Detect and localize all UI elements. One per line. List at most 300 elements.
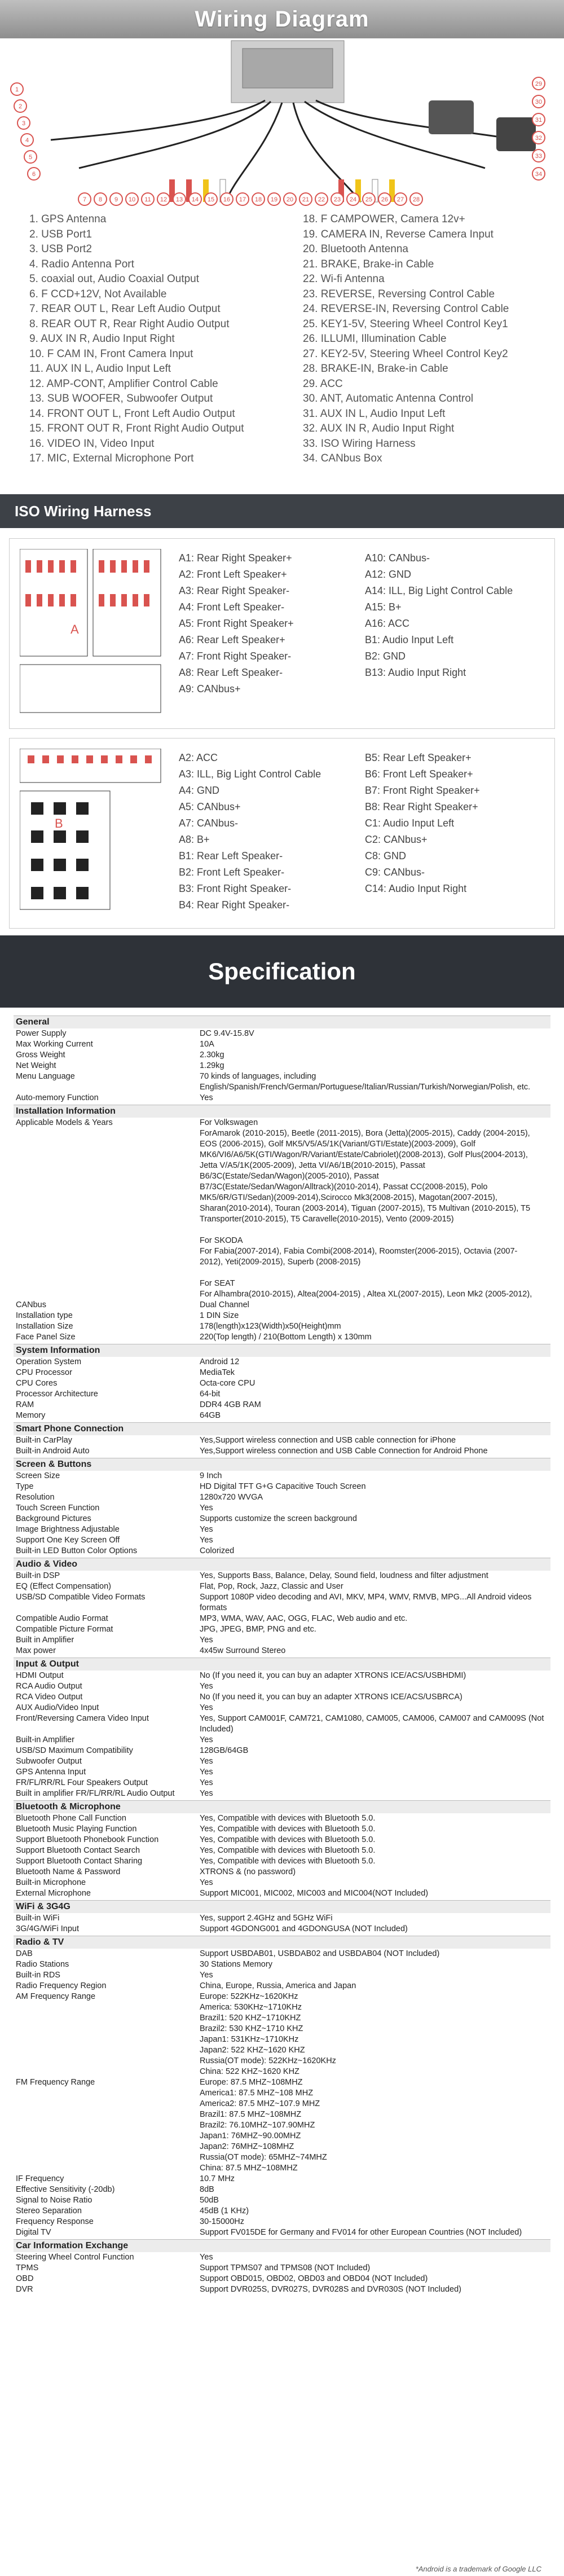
spec-key: Steering Wheel Control Function — [16, 2253, 134, 2262]
spec-value: Support 1080P video decoding and AVI, MKV, MP4, WMV, RMVB, MPG...All Android videos formats — [200, 1593, 532, 1612]
spec-value: 30-15000Hz — [200, 2217, 244, 2226]
spec-row — [14, 1878, 550, 1888]
spec-value: Yes — [200, 1778, 213, 1787]
spec-row — [14, 1778, 550, 1788]
spec-value: Yes — [200, 2253, 213, 2262]
iso-pin-label: A5: Front Right Speaker+ — [179, 618, 294, 629]
spec-value: 1 DIN Size — [200, 1311, 239, 1320]
spec-row — [14, 1913, 550, 1924]
spec-value: No (If you need it, you can buy an adapter XTRONS ICE/ACS/USBHDMI) — [200, 1671, 466, 1680]
iso-pin-label: A1: Rear Right Speaker+ — [179, 552, 292, 564]
spec-row — [14, 2284, 550, 2295]
spec-key: Operation System — [16, 1357, 82, 1366]
spec-row — [14, 1888, 550, 1899]
spec-row — [14, 1524, 550, 1535]
wiring-legend-item: 4. Radio Antenna Port — [29, 258, 134, 270]
spec-value: Europe: 87.5 MHZ~108MHZ America1: 87.5 MHZ~108 MHZ America2: 87.5 MHZ~107.9 MHZ Brazil1: 87.5 MHZ~108MHZ Brazil2: 76.10MHZ~107.90MHZ Japan1: 76MHZ~90.00MHZ Japan2: 76MHZ~108MHZ Russia(OT mode): 65MHZ~74MHZ China: 87.5 MHZ~108MHZ — [200, 2078, 327, 2173]
spec-value: Support 4GDONG001 and 4GDONGUSA (NOT Included) — [200, 1924, 408, 1933]
android-trademark-footnote: *Android is a trademark of Google LLC — [415, 2565, 541, 2573]
spec-row — [14, 1321, 550, 1332]
spec-value: Octa-core CPU — [200, 1379, 255, 1388]
diagram-marker-number: 31 — [535, 117, 543, 124]
spec-key: Installation type — [16, 1311, 73, 1320]
spec-value: Support MIC001, MIC002, MIC003 and MIC004(NOT Included) — [200, 1889, 429, 1898]
iso-pin-label: A8: B+ — [179, 834, 210, 845]
spec-row — [14, 1767, 550, 1778]
diagram-marker-number: 20 — [286, 196, 294, 203]
wiring-legend-item: 17. MIC, External Microphone Port — [29, 452, 194, 464]
spec-row — [14, 1735, 550, 1746]
wiring-legend-item: 20. Bluetooth Antenna — [303, 243, 408, 255]
spec-value: JPG, JPEG, BMP, PNG and etc. — [200, 1625, 316, 1634]
diagram-marker-number: 15 — [207, 196, 215, 203]
spec-value: No (If you need it, you can buy an adapter XTRONS ICE/ACS/USBRCA) — [200, 1693, 462, 1702]
spec-key: Built-in Microphone — [16, 1878, 86, 1887]
spec-key: RCA Video Output — [16, 1693, 83, 1702]
iso-pin-label: A4: GND — [179, 785, 220, 796]
spec-value: Yes — [200, 1735, 213, 1744]
spec-value: DC 9.4V-15.8V — [200, 1029, 254, 1038]
spec-key: Processor Architecture — [16, 1390, 98, 1399]
spec-key: Menu Language — [16, 1072, 75, 1081]
spec-key: Built in Amplifier — [16, 1636, 74, 1645]
diagram-marker-number: 17 — [239, 196, 246, 203]
spec-key: Gross Weight — [16, 1050, 65, 1060]
spec-key: TPMS — [16, 2263, 39, 2272]
wiring-legend-item: 8. REAR OUT R, Rear Right Audio Output — [29, 318, 230, 330]
iso-pin-label: C14: Audio Input Right — [365, 883, 467, 894]
spec-key: Bluetooth Music Playing Function — [16, 1825, 137, 1834]
spec-value: 220(Top length) / 210(Bottom Length) x 130mm — [200, 1333, 372, 1342]
spec-value: Yes, Compatible with devices with Bluetooth 5.0. — [200, 1857, 376, 1866]
iso-pin-label: C1: Audio Input Left — [365, 817, 455, 829]
wiring-diagram-illustration — [0, 38, 564, 208]
spec-row — [14, 1571, 550, 1581]
spec-key: HDMI Output — [16, 1671, 64, 1680]
diagram-marker-number: 24 — [349, 196, 357, 203]
wiring-legend-item: 2. USB Port1 — [29, 228, 92, 240]
spec-row — [14, 1332, 550, 1343]
iso-pin-label: A15: B+ — [365, 601, 402, 613]
connector-1-letter: A — [70, 622, 79, 636]
spec-key: Frequency Response — [16, 2217, 94, 2226]
spec-key: DAB — [16, 1949, 33, 1958]
spec-value: 1280x720 WVGA — [200, 1493, 263, 1502]
spec-value: 10.7 MHz — [200, 2174, 235, 2183]
spec-key: Installation Size — [16, 1322, 73, 1331]
wiring-legend-item: 28. BRAKE-IN, Brake-in Cable — [303, 363, 448, 375]
iso-pin-label: C2: CANbus+ — [365, 834, 428, 845]
spec-row — [14, 1446, 550, 1457]
spec-section-heading: Screen & Buttons — [14, 1458, 550, 1471]
wiring-legend-item: 13. SUB WOOFER, Subwoofer Output — [29, 393, 213, 405]
spec-row — [14, 1028, 550, 1039]
wiring-legend-item: 1. GPS Antenna — [29, 213, 107, 225]
spec-key: Built-in RDS — [16, 1971, 60, 1980]
diagram-marker-number: 23 — [333, 196, 341, 203]
spec-value: 64GB — [200, 1411, 221, 1420]
spec-key: Built in amplifier FR/FL/RR/RL Audio Output — [16, 1789, 175, 1798]
spec-row — [14, 2274, 550, 2284]
spec-key: IF Frequency — [16, 2174, 64, 2183]
diagram-marker-number: 33 — [535, 153, 543, 160]
spec-row — [14, 1071, 550, 1093]
spec-value: Yes — [200, 1636, 213, 1645]
wiring-legend-item: 15. FRONT OUT R, Front Right Audio Output — [29, 423, 244, 434]
spec-key: Screen Size — [16, 1471, 60, 1480]
wiring-legend-item: 27. KEY2-5V, Steering Wheel Control Key2 — [303, 348, 508, 360]
spec-key: Image Brightness Adjustable — [16, 1525, 120, 1534]
spec-value: Yes, Compatible with devices with Bluetooth 5.0. — [200, 1814, 376, 1823]
spec-row — [14, 1389, 550, 1400]
wiring-legend-right — [303, 212, 564, 494]
spec-key: Background Pictures — [16, 1514, 91, 1523]
spec-key: Bluetooth Phone Call Function — [16, 1814, 126, 1823]
spec-key: 3G/4G/WiFi Input — [16, 1924, 80, 1933]
diagram-marker-number: 10 — [128, 196, 136, 203]
spec-row — [14, 1981, 550, 1992]
spec-row — [14, 1535, 550, 1546]
spec-key: Radio Frequency Region — [16, 1981, 107, 1990]
iso-pin-label: C9: CANbus- — [365, 867, 425, 878]
spec-row — [14, 1992, 550, 2077]
spec-key: CANbus — [16, 1300, 46, 1309]
spec-key: Auto-memory Function — [16, 1093, 99, 1102]
spec-row — [14, 1435, 550, 1446]
spec-key: Support Bluetooth Contact Search — [16, 1846, 140, 1855]
spec-value: Yes, support 2.4GHz and 5GHz WiFi — [200, 1914, 333, 1923]
diagram-marker-number: 21 — [302, 196, 310, 203]
wiring-legend-item: 30. ANT, Automatic Antenna Control — [303, 393, 474, 405]
spec-row — [14, 1788, 550, 1799]
spec-row — [14, 1300, 550, 1311]
wiring-diagram-svg — [0, 38, 564, 208]
spec-value: Yes — [200, 1504, 213, 1513]
spec-value: XTRONS & (no password) — [200, 1867, 296, 1876]
specification-table — [0, 1008, 564, 2295]
iso-pin-label — [365, 681, 551, 697]
spec-section-heading: WiFi & 3G4G — [14, 1900, 550, 1913]
specification-header — [0, 935, 564, 1008]
spec-value: 64-bit — [200, 1390, 221, 1399]
iso-wiring-section — [0, 528, 564, 935]
wiring-legend-item: 9. AUX IN R, Audio Input Right — [29, 333, 175, 345]
spec-row — [14, 2174, 550, 2184]
spec-value: HD Digital TFT G+G Capacitive Touch Screen — [200, 1482, 366, 1491]
iso-pin-label: C8: GND — [365, 850, 407, 861]
spec-key: Touch Screen Function — [16, 1504, 100, 1513]
spec-value: Yes — [200, 1525, 213, 1534]
spec-section-heading: Radio & TV — [14, 1936, 550, 1949]
specification-title: Specification — [208, 958, 356, 984]
spec-row — [14, 1592, 550, 1614]
iso-pin-label: B8: Rear Right Speaker+ — [365, 801, 478, 812]
wiring-legend-item: 5. coaxial out, Audio Coaxial Output — [29, 273, 200, 285]
spec-key: OBD — [16, 2274, 34, 2283]
iso-connector-2-block — [9, 738, 555, 929]
spec-row — [14, 1118, 550, 1300]
spec-value: Yes, Supports Bass, Balance, Delay, Sound field, loudness and filter adjustment — [200, 1571, 488, 1580]
diagram-marker-number: 27 — [396, 196, 404, 203]
spec-key: Effective Sensitivity (-20db) — [16, 2185, 115, 2194]
iso-connector-1-drawing — [20, 549, 162, 718]
spec-row — [14, 1856, 550, 1867]
spec-value: 128GB/64GB — [200, 1746, 249, 1755]
spec-value: 8dB — [200, 2185, 214, 2194]
diagram-marker-number: 12 — [160, 196, 168, 203]
spec-value: DDR4 4GB RAM — [200, 1400, 261, 1409]
diagram-marker-number: 28 — [412, 196, 420, 203]
head-unit-rear-panel — [243, 49, 333, 88]
wiring-legend-item: 11. AUX IN L, Audio Input Left — [29, 363, 171, 375]
iso-pin-label: A6: Rear Left Speaker+ — [179, 634, 285, 645]
diagram-marker-number: 26 — [381, 196, 389, 203]
spec-row — [14, 2217, 550, 2227]
iso-pin-label: A14: ILL, Big Light Control Cable — [365, 585, 513, 596]
spec-row — [14, 1713, 550, 1735]
spec-key: DVR — [16, 2285, 33, 2294]
spec-row — [14, 1746, 550, 1756]
diagram-marker-number: 29 — [535, 81, 543, 87]
spec-row — [14, 1503, 550, 1514]
spec-row — [14, 1061, 550, 1071]
spec-key: External Microphone — [16, 1889, 91, 1898]
spec-section-heading: Input & Output — [14, 1658, 550, 1671]
spec-value: Support DVR025S, DVR027S, DVR028S and DVR030S (NOT Included) — [200, 2285, 461, 2294]
iso-pin-label: A2: ACC — [179, 752, 218, 763]
spec-value: Yes — [200, 1757, 213, 1766]
wiring-legend-item: 14. FRONT OUT L, Front Left Audio Output — [29, 407, 235, 420]
connector-2-letter: B — [55, 816, 63, 830]
spec-key: GPS Antenna Input — [16, 1768, 86, 1777]
spec-key: AUX Audio/Video Input — [16, 1703, 99, 1712]
spec-key: CPU Cores — [16, 1379, 58, 1388]
spec-value: Android 12 — [200, 1357, 240, 1366]
diagram-marker-number: 5 — [28, 154, 33, 161]
iso-section-header — [0, 494, 564, 528]
spec-key: CPU Processor — [16, 1368, 72, 1377]
spec-key: FR/FL/RR/RL Four Speakers Output — [16, 1778, 148, 1787]
spec-section-heading: Smart Phone Connection — [14, 1422, 550, 1435]
spec-row — [14, 1824, 550, 1835]
iso-section-title: ISO Wiring Harness — [15, 502, 152, 520]
diagram-marker-number: 1 — [15, 86, 19, 93]
spec-row — [14, 2184, 550, 2195]
spec-key: Built-in CarPlay — [16, 1436, 72, 1445]
iso-pin-label: A4: Front Left Speaker- — [179, 601, 285, 613]
spec-value: Yes — [200, 1682, 213, 1691]
spec-section-heading: Car Information Exchange — [14, 2239, 550, 2252]
iso-pin-label — [365, 897, 551, 913]
spec-value: 10A — [200, 1040, 214, 1049]
wiring-legend-item: 10. F CAM IN, Front Camera Input — [29, 348, 193, 360]
iso-pin-label: B3: Front Right Speaker- — [179, 883, 292, 894]
spec-section-heading: Bluetooth & Microphone — [14, 1800, 550, 1813]
spec-row — [14, 1867, 550, 1878]
spec-key: Bluetooth Name & Password — [16, 1867, 121, 1876]
diagram-marker-number: 34 — [535, 171, 543, 178]
wiring-legend-item: 7. REAR OUT L, Rear Left Audio Output — [29, 303, 221, 315]
spec-key: USB/SD Compatible Video Formats — [16, 1593, 146, 1602]
spec-row — [14, 1400, 550, 1410]
connector-1-lower-housing — [20, 665, 161, 713]
diagram-marker-number: 18 — [254, 196, 262, 203]
spec-row — [14, 1311, 550, 1321]
spec-value: Yes, Compatible with devices with Bluetooth 5.0. — [200, 1846, 376, 1855]
diagram-marker-number: 25 — [365, 196, 373, 203]
iso-pin-label: B4: Rear Right Speaker- — [179, 899, 290, 911]
spec-row — [14, 1949, 550, 1959]
spec-value: Dual Channel — [200, 1300, 249, 1309]
spec-row — [14, 1410, 550, 1421]
spec-row — [14, 1970, 550, 1981]
diagram-marker-number: 19 — [270, 196, 278, 203]
wiring-legend-item: 25. KEY1-5V, Steering Wheel Control Key1 — [303, 318, 508, 330]
iso-connector-2-drawing — [20, 749, 162, 918]
spec-row — [14, 2252, 550, 2263]
spec-value: Europe: 522KHz~1620KHz America: 530KHz~1710KHz Brazil1: 520 KHZ~1710KHZ Brazil2: 530 KHZ~1710 KHZ Japan1: 531KHz~1710KHz Japan2: 522 KHZ~1620 KHZ Russia(OT mode): 522KHz~1620KHz China: 522 KHZ~1620 KHZ — [200, 1992, 336, 2076]
spec-key: Support Bluetooth Phonebook Function — [16, 1835, 159, 1844]
connector-2-top-pins — [28, 755, 152, 763]
spec-value: Yes — [200, 1971, 213, 1980]
iso-pin-label: B1: Rear Left Speaker- — [179, 850, 283, 861]
wiring-legend-item: 16. VIDEO IN, Video Input — [29, 437, 155, 450]
diagram-marker-number: 13 — [175, 196, 183, 203]
iso-pin-label: A5: CANbus+ — [179, 801, 241, 812]
wiring-legend — [0, 208, 564, 494]
wiring-legend-item: 24. REVERSE-IN, Reversing Control Cable — [303, 303, 509, 315]
iso-connector-1-pin-list — [179, 550, 551, 697]
spec-value: For Volkswagen ForAmarok (2010-2015), Beetle (2011-2015), Bora (Jetta)(2005-2015), Caddy (2004-2015), EOS (2006-2015), Golf MK5/V5/A5/1K(Variant/GTI/Estate)(2003-2009), Golf MK6/VI6/A6/5K(GTI/Wagon/R/Variant/Estate/Cabriolet)(2008-2013), Golf Plus(2004-2013), Jetta V/A5/1K(2005-2009), Jetta VI/A6/1B(2010-2015), Passat B6/3C(Estate/Sedan/Wagon)(2005-2010), Passat B7/3C(Estate/Sedan/Wagon/Alltrack)(2010-2014), Passat CC(2008-2015), Polo MK5/6R/GTI/Sedan)(2009-2014),Scirocco Mk3(2008-2015), Magotan(2007-2015), Sharan(2010-2014), Touran (2003-2014), Tiguan (2007-2015), T5 Multivan (2010-2015), T5 Transporter(2010-2015), T5 Caravelle(2010-2015), Vento (2009-2015) For SKODA For Fabia(2007-2014), Fabia Combi(2008-2014), Roomster(2006-2015), Octavia (2007- 2012), Yeti(2009-2015), Superb (2008-2015) For SEAT For Alhambra(2010-2015), Altea(2004-2015) , Altea XL(2007-2015), Leon Mk2 (2005-2012), — [200, 1118, 532, 1299]
spec-value: Yes, Support CAM001F, CAM721, CAM1080, CAM005, CAM006, CAM007 and CAM009S (Not Included) — [200, 1714, 544, 1734]
spec-key: Built-in WiFi — [16, 1914, 60, 1923]
spec-row — [14, 1581, 550, 1592]
iso-pin-label: B2: Front Left Speaker- — [179, 867, 285, 878]
spec-key: Built-in Android Auto — [16, 1447, 90, 1456]
spec-value: 4x45w Surround Stereo — [200, 1646, 286, 1655]
wiring-legend-item: 6. F CCD+12V, Not Available — [29, 288, 167, 300]
wiring-legend-item: 29. ACC — [303, 377, 343, 390]
spec-value: 1.29kg — [200, 1061, 224, 1070]
spec-key: Max power — [16, 1646, 56, 1655]
spec-row — [14, 2195, 550, 2206]
spec-row — [14, 1703, 550, 1713]
spec-row — [14, 1039, 550, 1050]
spec-value: Yes — [200, 1093, 213, 1102]
iso-pin-label: B6: Front Left Speaker+ — [365, 768, 473, 780]
spec-value: Support USBDAB01, USBDAB02 and USBDAB04 (NOT Included) — [200, 1949, 440, 1958]
iso-pin-label: A3: Rear Right Speaker- — [179, 585, 290, 596]
iso-pin-label: A7: Front Right Speaker- — [179, 650, 292, 662]
spec-value: 70 kinds of languages, including English/Spanish/French/German/Portuguese/Italian/Russian/Turkish/Norwegian/Polish, etc. — [200, 1072, 531, 1092]
wiring-diagram-banner — [0, 0, 564, 38]
spec-value: China, Europe, Russia, America and Japan — [200, 1981, 356, 1990]
spec-row — [14, 1692, 550, 1703]
spec-row — [14, 1681, 550, 1692]
spec-row — [14, 1624, 550, 1635]
spec-row — [14, 1514, 550, 1524]
connector-2-top-housing — [20, 749, 161, 783]
diagram-marker-number: 11 — [144, 196, 151, 203]
diagram-marker-number: 2 — [18, 103, 23, 110]
spec-key: Face Panel Size — [16, 1333, 76, 1342]
spec-key: Support One Key Screen Off — [16, 1536, 120, 1545]
spec-value: 178(length)x123(Width)x50(Height)mm — [200, 1322, 341, 1331]
wiring-legend-item: 31. AUX IN L, Audio Input Left — [303, 407, 446, 420]
diagram-marker-number: 6 — [32, 171, 36, 178]
spec-section-heading: Installation Information — [14, 1105, 550, 1118]
wiring-legend-item: 12. AMP-CONT, Amplifier Control Cable — [29, 377, 218, 390]
spec-row — [14, 1845, 550, 1856]
spec-section-heading: General — [14, 1016, 550, 1028]
iso-pin-label: A16: ACC — [365, 618, 410, 629]
wiring-legend-item: 33. ISO Wiring Harness — [303, 437, 416, 450]
wiring-legend-item: 18. F CAMPOWER, Camera 12v+ — [303, 213, 465, 225]
spec-row — [14, 1471, 550, 1482]
spec-row — [14, 1671, 550, 1681]
iso-pin-label: A3: ILL, Big Light Control Cable — [179, 768, 321, 780]
spec-value: Yes, Compatible with devices with Bluetooth 5.0. — [200, 1825, 376, 1834]
diagram-marker-number: 7 — [82, 196, 87, 203]
diagram-marker-number: 9 — [114, 196, 118, 203]
spec-row — [14, 2227, 550, 2238]
page-title: Wiring Diagram — [195, 6, 369, 32]
wiring-legend-item: 26. ILLUMI, Illumination Cable — [303, 333, 447, 345]
wiring-legend-item: 22. Wi-fi Antenna — [303, 273, 385, 285]
spec-key: Support Bluetooth Contact Sharing — [16, 1857, 143, 1866]
iso-pin-label: B5: Rear Left Speaker+ — [365, 752, 472, 763]
spec-key: Subwoofer Output — [16, 1757, 82, 1766]
spec-key: USB/SD Maximum Compatibility — [16, 1746, 133, 1755]
spec-row — [14, 1546, 550, 1557]
spec-row — [14, 1093, 550, 1104]
spec-row — [14, 2263, 550, 2274]
diagram-marker-number: 4 — [25, 137, 29, 144]
iso-pin-label: A12: GND — [365, 569, 412, 580]
spec-row — [14, 2077, 550, 2174]
wiring-legend-item: 3. USB Port2 — [29, 243, 92, 255]
iso-pin-label: B13: Audio Input Right — [365, 667, 466, 678]
spec-value: 45dB (1 KHz) — [200, 2206, 249, 2215]
spec-row — [14, 1835, 550, 1845]
spec-key: Front/Reversing Camera Video Input — [16, 1714, 149, 1723]
spec-row — [14, 1614, 550, 1624]
spec-section-heading: System Information — [14, 1344, 550, 1357]
spec-value: 2.30kg — [200, 1050, 224, 1060]
spec-key: Stereo Separation — [16, 2206, 82, 2215]
wiring-legend-item: 34. CANbus Box — [303, 452, 382, 464]
diagram-marker-number: 3 — [21, 120, 26, 127]
spec-key: Built-in LED Button Color Options — [16, 1546, 138, 1555]
spec-value: Yes, Compatible with devices with Bluetooth 5.0. — [200, 1835, 376, 1844]
spec-value: Yes,Support wireless connection and USB Cable Connection for Android Phone — [200, 1447, 488, 1456]
spec-key: Compatible Picture Format — [16, 1625, 113, 1634]
spec-key: Signal to Noise Ratio — [16, 2196, 92, 2205]
spec-value: 9 Inch — [200, 1471, 222, 1480]
spec-section-heading: Audio & Video — [14, 1558, 550, 1571]
iso-connector-2-pin-list — [179, 750, 551, 913]
spec-value: Yes — [200, 1789, 213, 1798]
spec-key: RCA Audio Output — [16, 1682, 82, 1691]
spec-value: Flat, Pop, Rock, Jazz, Classic and User — [200, 1582, 343, 1591]
diagram-marker-number: 16 — [223, 196, 231, 203]
spec-row — [14, 1357, 550, 1368]
spec-value: Colorized — [200, 1546, 235, 1555]
canbus-box — [496, 117, 536, 151]
iso-connector-1-block — [9, 538, 555, 729]
spec-row — [14, 1492, 550, 1503]
spec-row — [14, 1482, 550, 1492]
